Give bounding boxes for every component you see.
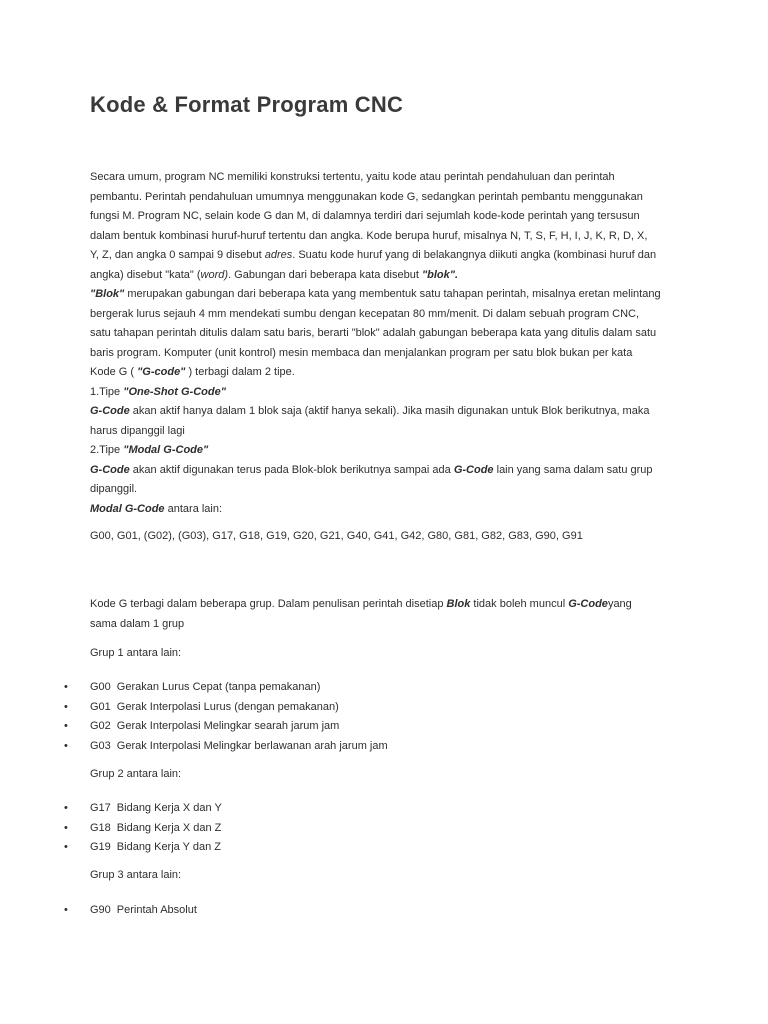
list-item: • G00 Gerakan Lurus Cepat (tanpa pemakanan): [0, 678, 768, 698]
list-item: • G90 Perintah Absolut: [0, 901, 768, 921]
grup-intro: [90, 595, 690, 634]
intro-line: Y, Z, dan angka 0 sampai 9 disebut adres. Suatu kode huruf yang di belakangnya diikuti angka (kombinasi huruf dan: [90, 249, 657, 261]
intro-line: Modal G-Code antara lain:: [90, 502, 223, 515]
intro-line: dalam bentuk kombinasi huruf-huruf tertentu dan angka. Kode berupa huruf, misalnya N, T, S, F, H, I, J, K, R, D, X,: [90, 229, 648, 242]
list-item: • G19 Bidang Kerja Y dan Z: [0, 838, 768, 858]
grup1-heading: Grup 1 antara lain:: [90, 647, 182, 659]
intro-line: Secara umum, program NC memiliki konstruksi tertentu, yaitu kode atau perintah pendahuluan dan perintah: [90, 171, 615, 183]
intro-line: G-Code akan aktif digunakan terus pada Blok-blok berikutnya sampai ada G-Code lain yang sama dalam satu grup: [90, 463, 653, 476]
list-item: • G03 Gerak Interpolasi Melingkar berlawanan arah jarum jam: [0, 737, 768, 757]
page-title: Kode & Format Program CNC: [90, 92, 404, 117]
intro-line: dipanggil.: [90, 483, 138, 495]
intro-line: 2.Tipe "Modal G-Code": [90, 444, 209, 456]
grup-intro-line: sama dalam 1 grup: [90, 617, 185, 630]
intro-line: pembantu. Perintah pendahuluan umumnya menggunakan kode G, sedangkan perintah pembantu menggunakan: [90, 190, 643, 203]
list-item: • G01 Gerak Interpolasi Lurus (dengan pemakanan): [0, 698, 768, 718]
intro-line: "Blok" merupakan gabungan dari beberapa kata yang membentuk satu tahapan perintah, misalnya eretan melintang: [90, 288, 661, 300]
list-item: • G02 Gerak Interpolasi Melingkar searah jarum jam: [0, 717, 768, 737]
intro-line: baris program. Komputer (unit kontrol) mesin membaca dan menjalankan program per satu blok bukan per kata: [90, 346, 633, 359]
list-item: • G18 Bidang Kerja X dan Z: [0, 819, 768, 839]
grup3-heading: Grup 3 antara lain:: [90, 869, 182, 881]
list-item: • G17 Bidang Kerja X dan Y: [0, 799, 768, 819]
intro-section: [90, 168, 690, 547]
grup3-list: [0, 901, 768, 921]
intro-line: satu tahapan perintah ditulis dalam satu baris, berarti "blok" adalah gabungan beberapa kata yang ditulis dalam satu: [90, 327, 657, 339]
grup2-heading: Grup 2 antara lain:: [90, 768, 182, 780]
intro-line: fungsi M. Program NC, selain kode G dan M, di dalamnya terdiri dari sejumlah kode-kode perintah yang tersusun: [90, 210, 640, 222]
intro-line: bergerak lurus sejauh 4 mm mendekati sumbu dengan kecepatan 80 mm/menit. Di dalam sebuah program CNC,: [90, 307, 640, 320]
grup1-list: [0, 678, 768, 756]
intro-line: Kode G ( "G-code" ) terbagi dalam 2 tipe.: [90, 366, 295, 378]
intro-line: angka) disebut "kata" (word). Gabungan dari beberapa kata disebut "blok".: [90, 268, 459, 281]
grup2-list: [0, 799, 768, 858]
modal-code-list: G00, G01, (G02), (G03), G17, G18, G19, G20, G21, G40, G41, G42, G80, G81, G82, G83, G90, G91: [90, 530, 583, 542]
intro-line: harus dipanggil lagi: [90, 424, 185, 437]
intro-line: 1.Tipe "One-Shot G-Code": [90, 385, 226, 398]
intro-line: G-Code akan aktif hanya dalam 1 blok saja (aktif hanya sekali). Jika masih digunakan untuk Blok berikutnya, maka: [90, 405, 650, 417]
grup-intro-line: Kode G terbagi dalam beberapa grup. Dalam penulisan perintah disetiap Blok tidak boleh muncul G-Codeyang: [90, 598, 632, 610]
